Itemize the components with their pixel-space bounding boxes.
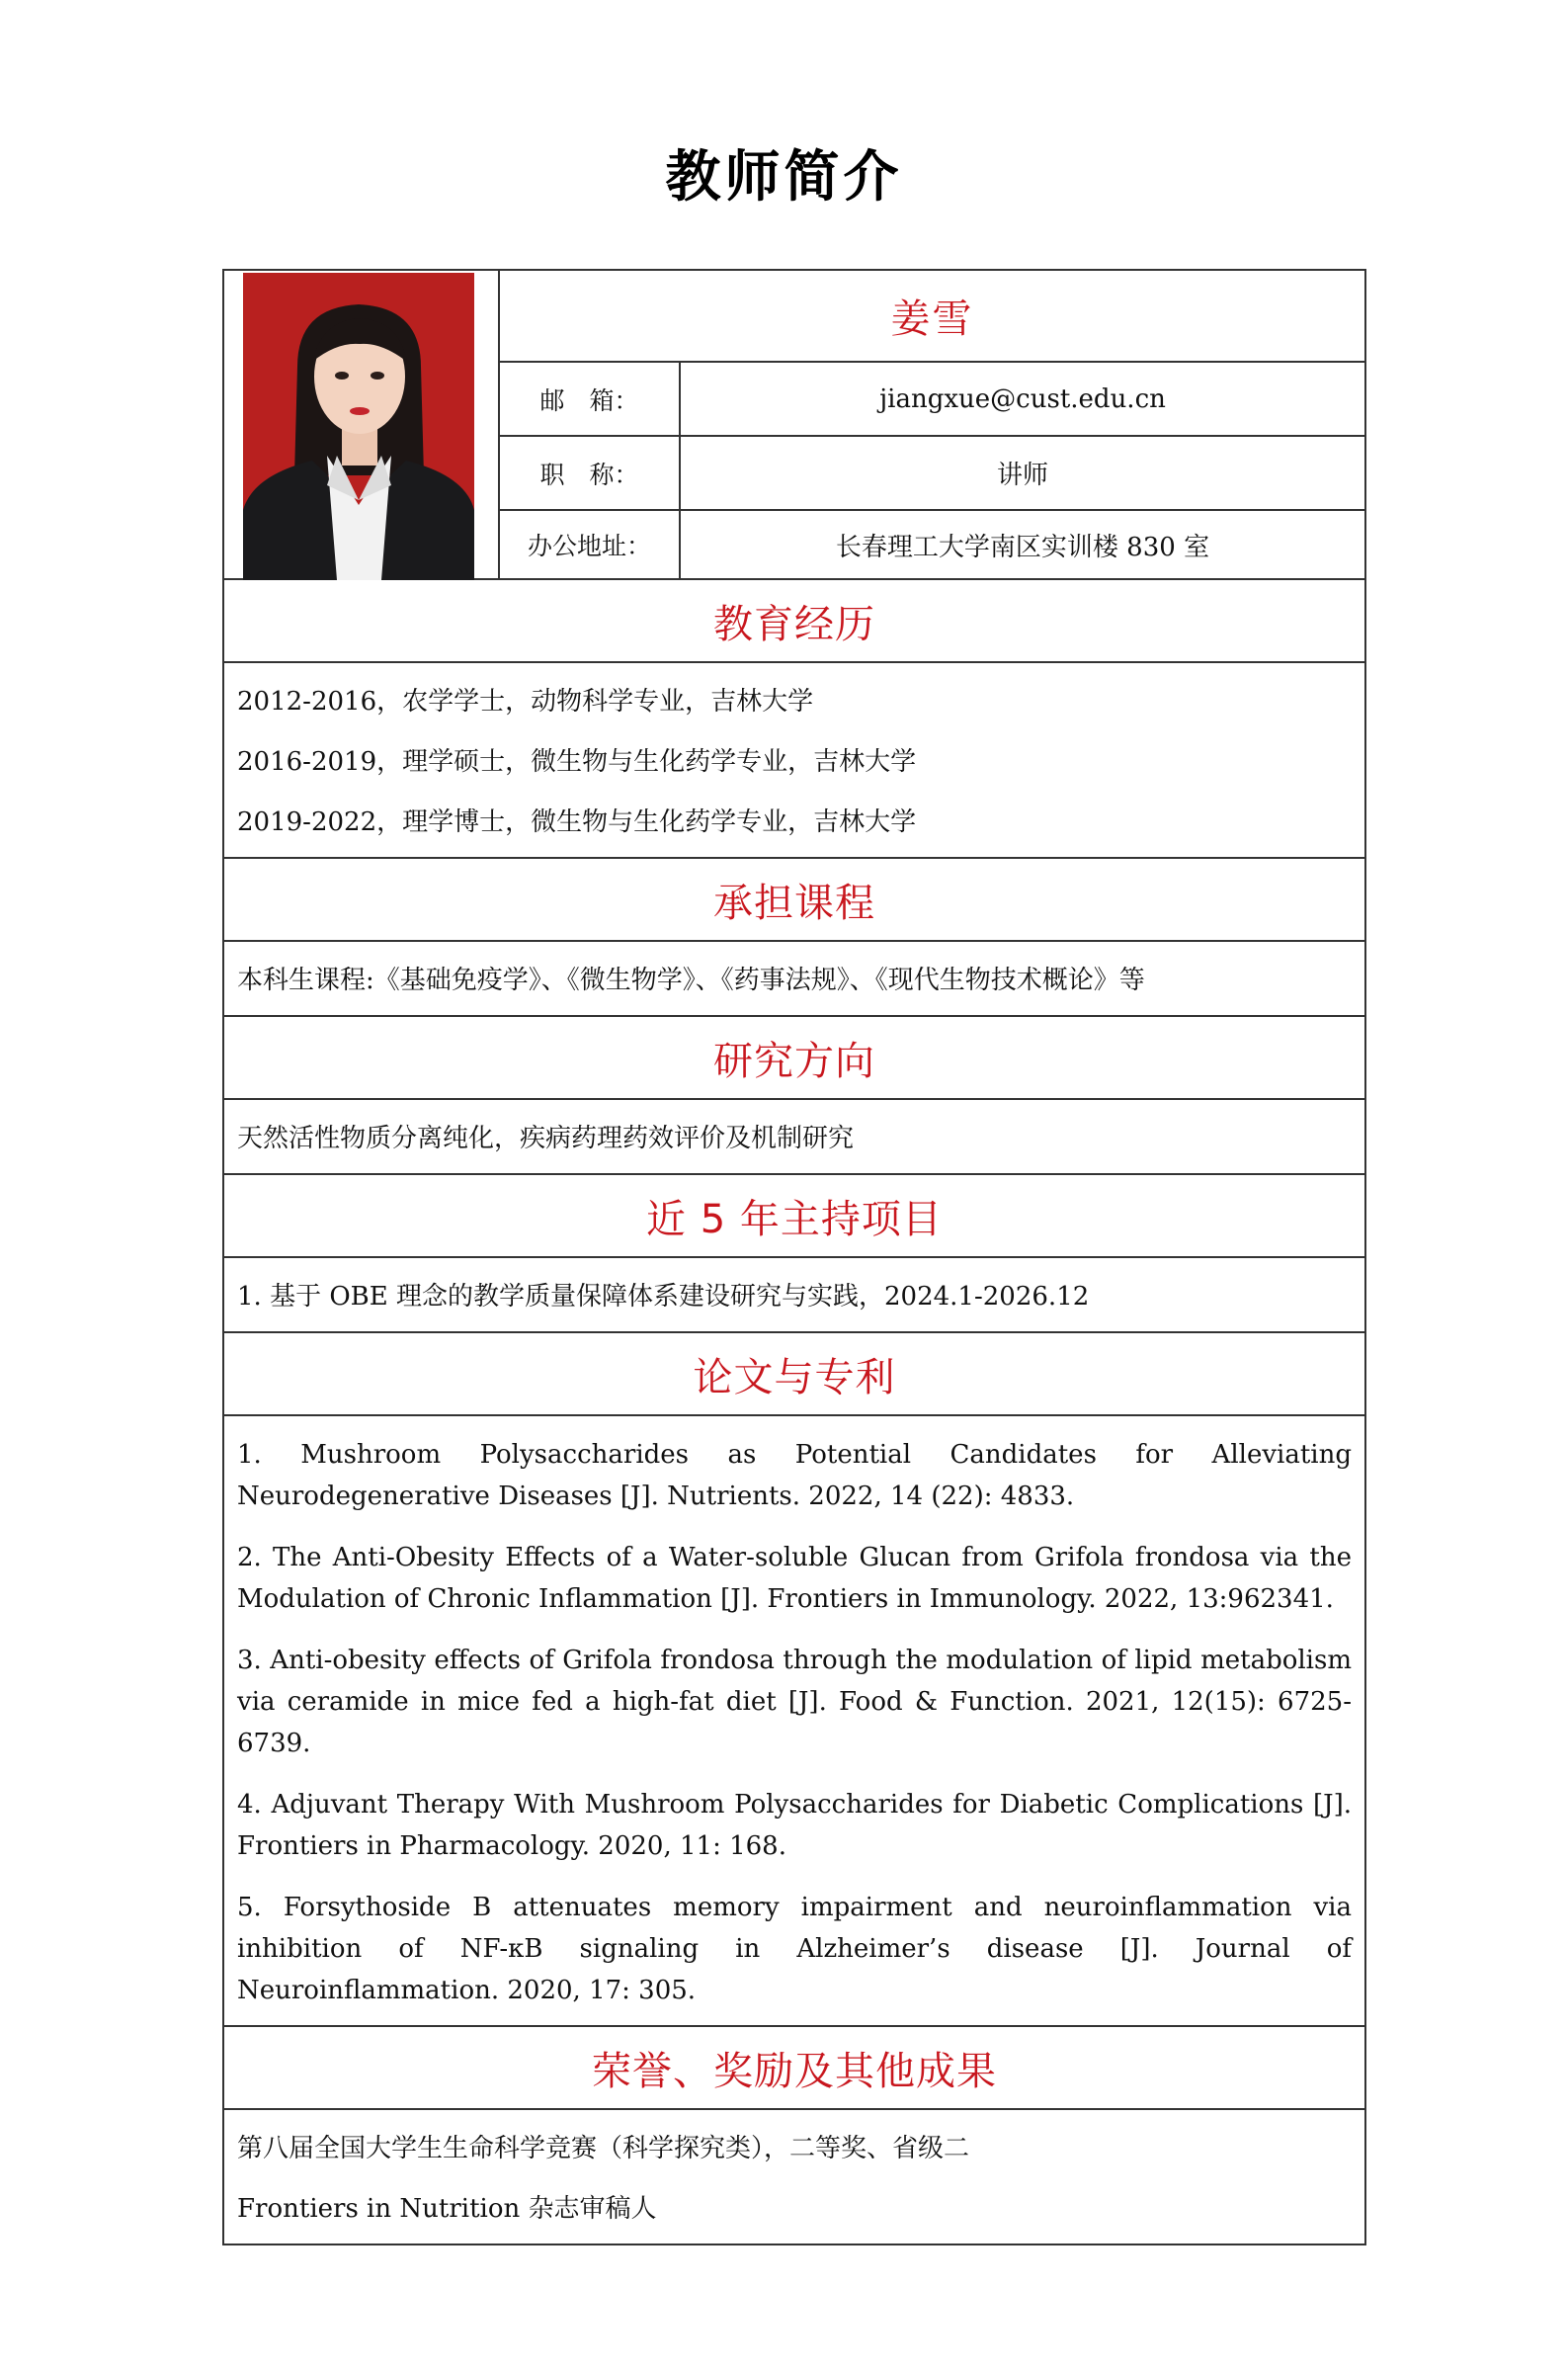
project-item: 1. 基于 OBE 理念的教学质量保障体系建设研究与实践，2024.1-2026.12 (237, 1282, 1090, 1312)
courses-heading: 承担课程 (224, 859, 1364, 942)
research-heading: 研究方向 (224, 1017, 1364, 1100)
honor-item: 第八届全国大学生生命科学竞赛（科学探究类），二等奖、省级二 (237, 2134, 970, 2163)
page-title: 教师简介 (665, 145, 903, 210)
title-row (500, 437, 1364, 511)
course-item: 本科生课程:《基础免疫学》、《微生物学》、《药事法规》、《现代生物技术概论》等 (237, 966, 1145, 995)
title-value: 讲师 (996, 461, 1048, 490)
courses-section (224, 942, 1364, 1017)
office-row (500, 511, 1364, 578)
projects-heading: 近 5 年主持项目 (224, 1175, 1364, 1258)
paper-item: 3. Anti-obesity effects of Grifola frondosa through the modulation of lipid metabolism via ceramide in mice fed a high-fat diet [J]. Food & Function. 2021, 12(15): 6725-6739. (237, 1646, 1352, 1758)
papers-heading: 论文与专利 (224, 1333, 1364, 1416)
education-item: 2012-2016，农学学士，动物科学专业，吉林大学 (237, 687, 814, 717)
paper-item: 5. Forsythoside B attenuates memory impairment and neuroinflammation via inhibition of NF-κB signaling in Alzheimer’s disease [J]. Journal of Neuroinflammation. 2020, 17: 305. (237, 1893, 1352, 2005)
name-row (500, 271, 1364, 363)
portrait-image (243, 273, 474, 580)
profile-header (224, 271, 1364, 580)
office-value: 长春理工大学南区实训楼 830 室 (835, 532, 1210, 562)
teacher-name: 姜雪 (890, 296, 974, 342)
email-label: 邮 箱： (500, 363, 681, 435)
projects-section (224, 1258, 1364, 1333)
email-value[interactable]: jiangxue@cust.edu.cn (879, 383, 1166, 414)
education-section (224, 663, 1364, 859)
education-heading: 教育经历 (224, 580, 1364, 663)
education-item: 2016-2019，理学硕士，微生物与生化药学专业，吉林大学 (237, 747, 917, 777)
paper-item: 2. The Anti-Obesity Effects of a Water-soluble Glucan from Grifola frondosa via the Modulation of Chronic Inflammation [J]. Frontiers in Immunology. 2022, 13:962341. (237, 1543, 1352, 1614)
profile-table (222, 269, 1366, 2245)
papers-section (224, 1416, 1364, 2027)
honors-section (224, 2110, 1364, 2244)
title-label: 职 称： (500, 437, 681, 509)
research-section (224, 1100, 1364, 1175)
paper-item: 1. Mushroom Polysaccharides as Potential Candidates for Alleviating Neurodegenerative Diseases [J]. Nutrients. 2022, 14 (22): 4833. (237, 1440, 1352, 1511)
education-item: 2019-2022，理学博士，微生物与生化药学专业，吉林大学 (237, 807, 917, 837)
research-item: 天然活性物质分离纯化，疾病药理药效评价及机制研究 (237, 1124, 855, 1153)
office-label: 办公地址： (500, 511, 681, 578)
paper-item: 4. Adjuvant Therapy With Mushroom Polysaccharides for Diabetic Complications [J]. Frontiers in Pharmacology. 2020, 11: 168. (237, 1790, 1352, 1861)
email-row (500, 363, 1364, 437)
profile-info (500, 271, 1364, 578)
photo-cell (224, 271, 500, 578)
honors-heading: 荣誉、奖励及其他成果 (224, 2027, 1364, 2110)
portrait-photo (243, 273, 474, 580)
honor-item: Frontiers in Nutrition 杂志审稿人 (237, 2194, 657, 2224)
